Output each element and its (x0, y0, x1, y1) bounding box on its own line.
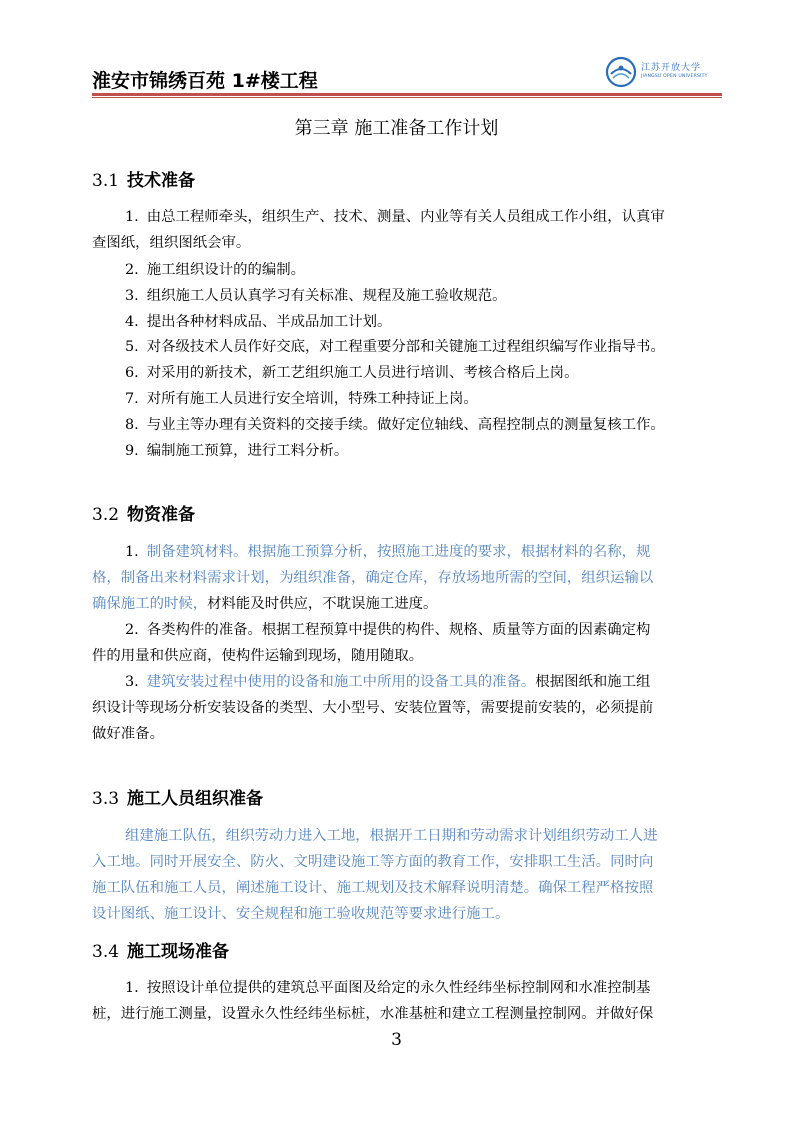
highlighted-text: 设计图纸、施工设计、安全规程和施工验收规范等要求进行施工。 (92, 906, 510, 922)
section-number: 3.2 (92, 505, 120, 525)
chapter-title: 第三章 施工准备工作计划 (294, 118, 499, 139)
section-heading-3-3 (92, 784, 263, 809)
item-number: 1. (125, 209, 139, 225)
paragraph-line (125, 540, 650, 561)
list-item (125, 387, 478, 408)
section-number: 3.4 (92, 942, 120, 962)
header-title: 淮安市锦绣百苑 1#楼工程 (92, 70, 318, 92)
paragraph-line (92, 592, 437, 613)
item-number: 7. (125, 391, 139, 407)
item-number: 2. (125, 622, 139, 638)
list-item (125, 439, 348, 460)
page-number: 3 (391, 1030, 402, 1050)
item-number: 8. (125, 417, 139, 433)
list-item (125, 310, 391, 331)
item-number: 6. (125, 365, 139, 381)
highlighted-text: 入工地。同时开展安全、防火、文明建设施工等方面的教育工作，安排职工生活。同时向 (92, 854, 654, 870)
list-item (125, 205, 665, 226)
body-text: 按照设计单位提供的建筑总平面图及给定的永久性经纬坐标控制网和水准控制基 (146, 980, 651, 996)
list-item (125, 284, 507, 305)
header-rule-thin (92, 97, 722, 98)
paragraph-line (92, 850, 653, 871)
section-name: 技术准备 (127, 171, 196, 191)
item-number: 5. (125, 339, 139, 355)
university-logo (605, 55, 720, 89)
item-text: 对采用的新技术，新工艺组织施工人员进行培训、考核合格后上岗。 (146, 365, 579, 381)
item-text: 编制施工预算，进行工料分析。 (146, 443, 349, 459)
paragraph-line (92, 1002, 653, 1023)
paragraph-line (125, 670, 650, 691)
paragraph-line (92, 722, 164, 743)
item-text: 施工组织设计的的编制。 (146, 262, 306, 278)
highlighted-text: 确保施工的时候， (92, 596, 208, 612)
section-heading-3-2 (92, 500, 195, 525)
highlighted-text: 组建施工队伍，组织劳动力进入工地，根据开工日期和劳动需求计划组织劳动工人进 (125, 828, 658, 844)
highlighted-text: 施工队伍和施工人员，阐述施工设计、施工规划及技术解释说明清楚。确保工程严格按照 (92, 880, 654, 896)
item-text: 提出各种材料成品、半成品加工计划。 (146, 314, 392, 330)
highlighted-text: 制备建筑材料。根据施工预算分析，按照施工进度的要求，根据材料的名称，规 (146, 544, 651, 560)
item-text: 对各级技术人员作好交底，对工程重要分部和关键施工过程组织编写作业指导书。 (146, 339, 665, 355)
highlighted-text: 格，制备出来材料需求计划，为组织准备，确定仓库，存放场地所需的空间，组织运输以 (92, 570, 654, 586)
section-name: 施工现场准备 (127, 942, 230, 962)
section-number: 3.1 (92, 171, 120, 191)
paragraph-line (92, 876, 653, 897)
list-item (125, 335, 665, 356)
item-number: 3. (125, 674, 139, 690)
body-text: 织设计等现场分析安装设备的类型、大小型号、安装位置等，需要提前安装的，必须提前 (92, 700, 654, 716)
section-heading-3-4 (92, 937, 229, 962)
highlighted-text: 建筑安装过程中使用的设备和施工中所用的设备工具的准备。 (146, 674, 536, 690)
item-text: 与业主等办理有关资料的交接手续。做好定位轴线、高程控制点的测量复核工作。 (146, 417, 665, 433)
section-number: 3.3 (92, 789, 120, 809)
logo-english-name: JIANGSU OPEN UNIVERSITY (641, 74, 708, 80)
body-text: 根据图纸和施工组 (535, 674, 651, 690)
item-number: 2. (125, 262, 139, 278)
section-heading-3-1 (92, 166, 195, 191)
body-text: 材料能及时供应，不耽误施工进度。 (207, 596, 438, 612)
item-number: 1. (125, 544, 139, 560)
logo-chinese-name: 江苏开放大学 (641, 63, 702, 74)
item-number: 3. (125, 288, 139, 304)
paragraph-line (92, 566, 653, 587)
body-text: 件的用量和供应商，使构件运输到现场，随用随取。 (92, 648, 423, 664)
item-number: 9. (125, 443, 139, 459)
item-text: 对所有施工人员进行安全培训，特殊工种持证上岗。 (146, 391, 478, 407)
paragraph-line (92, 644, 423, 665)
body-text: 各类构件的准备。根据工程预算中提供的构件、规格、质量等方面的因素确定构 (146, 622, 651, 638)
section-name: 施工人员组织准备 (127, 789, 264, 809)
item-text: 组织施工人员认真学习有关标准、规程及施工验收规范。 (146, 288, 507, 304)
paragraph-line (92, 902, 509, 923)
item-text: 由总工程师牵头，组织生产、技术、测量、内业等有关人员组成工作小组，认真审 (146, 209, 665, 225)
body-text: 做好准备。 (92, 726, 164, 742)
section-name: 物资准备 (127, 505, 196, 525)
body-text: 桩，进行施工测量，设置永久性经纬坐标桩，水准基桩和建立工程测量控制网。并做好保 (92, 1006, 654, 1022)
list-item (125, 413, 665, 434)
item-text: 查图纸，组织图纸会审。 (92, 235, 251, 251)
item-number: 4. (125, 314, 139, 330)
paragraph-line (125, 976, 650, 997)
header-rule (92, 93, 722, 96)
list-item (125, 258, 305, 279)
paragraph-line (125, 618, 650, 639)
item-number: 1. (125, 980, 139, 996)
list-item-continuation (92, 231, 250, 252)
list-item (125, 361, 578, 382)
paragraph-line (92, 696, 653, 717)
paragraph-line (125, 824, 657, 845)
logo-emblem-icon (605, 56, 637, 88)
